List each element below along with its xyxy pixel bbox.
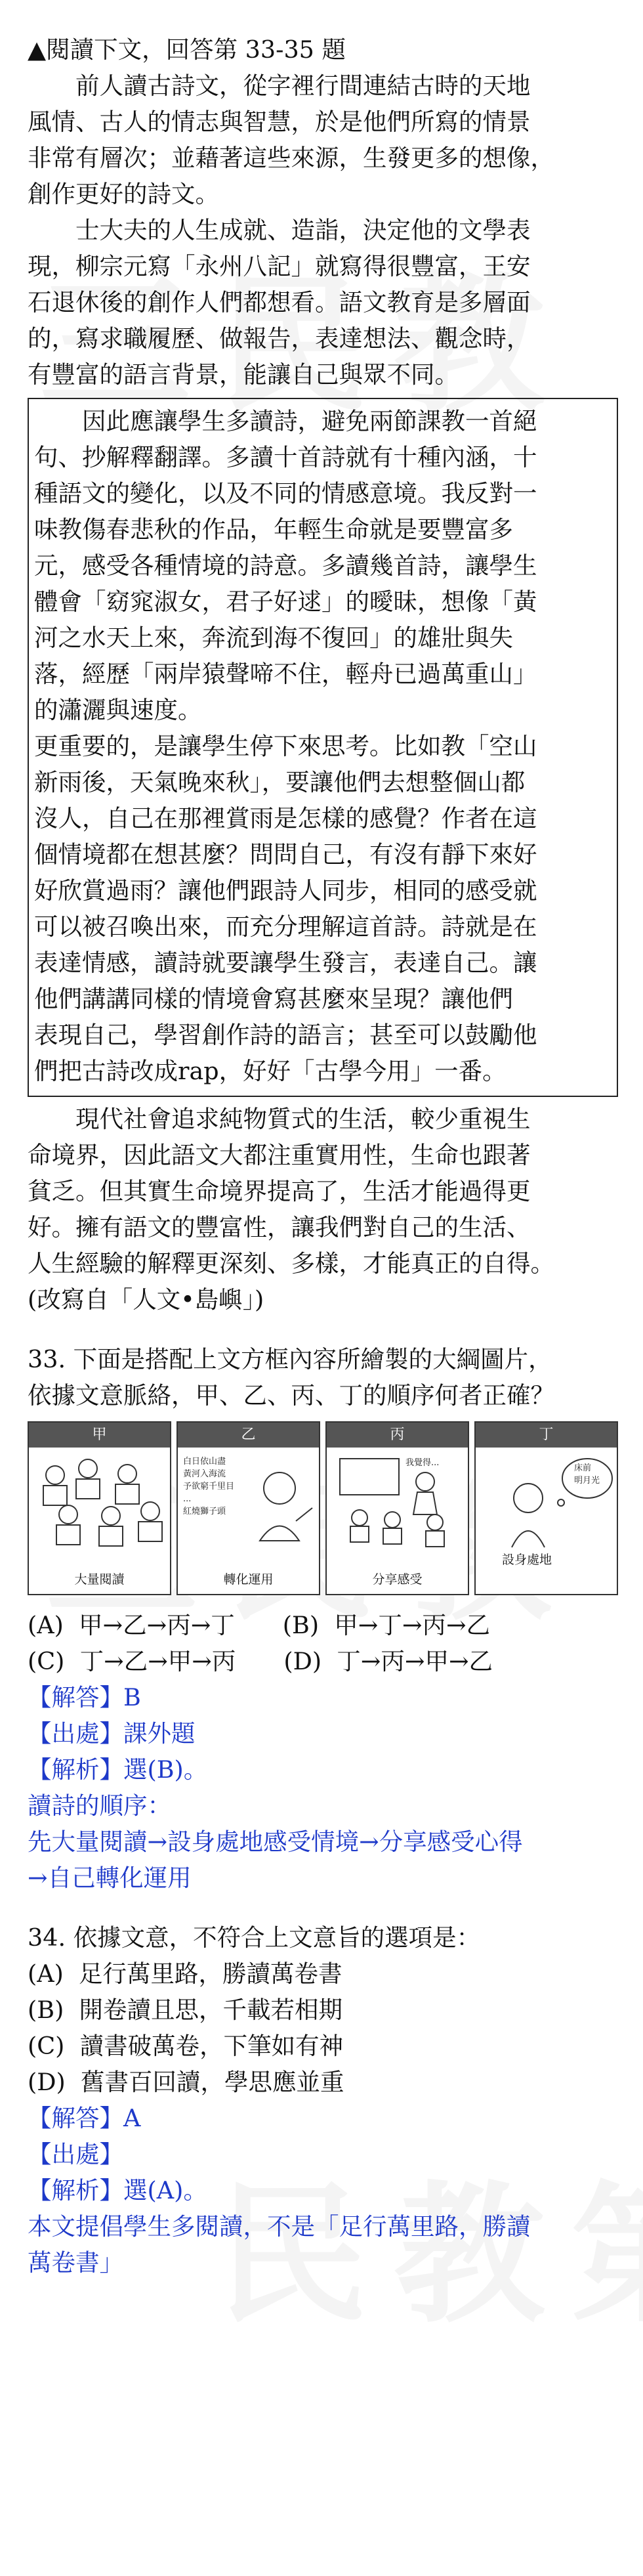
analysis-label: 【解析】選(A)。 [28,2176,207,2204]
analysis-label: 【解析】選(B)。 [28,1755,208,1784]
figure-panel-bing [325,1421,469,1595]
option-row: (C) 讀書破萬卷，下筆如有神 [28,2032,344,2060]
speech-bubble: 我覺得... [405,1458,440,1468]
panel-label: 乙 [178,1423,319,1448]
intro-paragraph-1 [28,68,618,212]
answer-label: 【解答】B [28,1683,141,1711]
explanation-line: 讀詩的順序： [28,1792,171,1820]
figure-panel-yi [176,1421,320,1595]
students-reading-illustration [29,1449,171,1567]
text-line: 句、抄解釋翻譯。多讀十首詩就有十種內涵，十 [34,443,537,471]
option-row: (D) 舊書百回讀，學思應並重 [28,2068,344,2096]
text-line: 可以被召喚出來，而充分理解這首詩。詩就是在 [34,912,537,941]
question-stem: 34. 依據文意，不符合上文意旨的選項是： [28,1923,481,1952]
text-line: 落，經歷「兩岸猿聲啼不住，輕舟已過萬重山」 [34,660,537,688]
text-line: 前人讀古詩文，從字裡行間連結古時的天地 [28,72,531,100]
speech-bubble: 白日依山盡 黃河入海流 予欲窮千里目 ... 紅燒獅子頭 [183,1457,235,1516]
figure-panel-jia [28,1421,171,1595]
text-line: 新雨後，天氣晚來秋」，要讓他們去想整個山都 [34,768,526,796]
panel-label: 丙 [327,1423,468,1448]
text-line: 表現自己，學習創作詩的語言；甚至可以鼓勵他 [34,1021,537,1049]
text-line: 沒人，自己在那裡賞雨是怎樣的感覺？作者在這 [34,804,537,832]
exam-page [28,32,618,2281]
question-34 [28,1920,618,2281]
thinking-person-illustration [476,1449,618,1567]
explanation-line: 萬卷書」 [28,2248,123,2277]
question-33 [28,1341,618,1896]
text-line: 體會「窈窕淑女，君子好逑」的曖昧，想像「黃 [34,588,537,616]
panel-caption: 轉化運用 [223,1572,274,1587]
panel-label: 丁 [476,1423,617,1448]
text-line: 好。擁有語文的豐富性，讓我們對自己的生活、 [28,1213,531,1241]
text-line: 士大夫的人生成就、造詣，決定他的文學表 [28,216,531,244]
text-line: 人生經驗的解釋更深刻、多樣，才能真正的自得。 [28,1249,554,1277]
closing-paragraph [28,1101,618,1318]
answer-options [28,1607,618,1679]
option-row: (A) 足行萬里路，勝讀萬卷書 [28,1960,342,1988]
explanation-line: 先大量閱讀→設身處地感受情境→分享感受心得 [28,1828,523,1856]
text-line: 元，感受各種情境的詩意。多讀幾首詩，讓學生 [34,551,537,580]
panel-label: 甲 [29,1423,170,1448]
text-line: 風情、古人的情志與智慧，於是他們所寫的情景 [28,108,531,136]
source-label: 【出處】課外題 [28,1719,196,1748]
teacher-illustration [178,1449,320,1567]
text-line: 貧乏。但其實生命境界提高了，生活才能過得更 [28,1177,531,1205]
explanation-line: →自己轉化運用 [28,1864,192,1892]
text-line: 有豐富的語言背景，能讓自己與眾不同。 [28,360,459,389]
text-line: 表達情感，讀詩就要讓學生發言，表達自己。讓 [34,949,537,977]
answer-label: 【解答】A [28,2104,141,2132]
text-line: 命境界，因此語文大都注重實用性，生命也跟著 [28,1141,531,1169]
text-line: 現代社會追求純物質式的生活，較少重視生 [28,1105,531,1133]
text-line: 好欣賞過雨？讓他們跟詩人同步，相同的感受就 [34,876,537,905]
text-line: 種語文的變化，以及不同的情感意境。我反對一 [34,479,537,507]
boxed-passage [28,398,618,1097]
text-line: 更重要的，是讓學生停下來思考。比如教「空山 [34,732,537,760]
question-stem: 33. 下面是搭配上文方框內容所繪製的大綱圖片， [28,1345,552,1373]
text-line: 的瀟灑與速度。 [34,696,202,724]
option-row: (A) 甲→乙→丙→丁 (B) 甲→丁→丙→乙 [28,1611,491,1639]
classroom-sharing-illustration [327,1449,469,1567]
text-line: 因此應讓學生多讀詩，避免兩節課教一首絕 [34,407,537,435]
text-line: 非常有層次；並藉著這些來源，生發更多的想像， [28,144,554,172]
text-line: 個情境都在想甚麼？問問自己，有沒有靜下來好 [34,840,537,869]
intro-paragraph-2 [28,212,618,393]
panel-caption: 分享感受 [372,1572,423,1587]
text-line: 石退休後的創作人們都想看。語文教育是多層面 [28,288,531,316]
figure-panel-ding [474,1421,618,1595]
source-citation: (改寫自「人文•島嶼」) [28,1285,264,1314]
text-line: 們把古詩改成rap，好好「古學今用」一番。 [34,1057,507,1085]
text-line: 他們講講同樣的情境會寫甚麼來呈現？讓他們 [34,985,513,1013]
text-line: 創作更好的詩文。 [28,180,219,208]
text-line: 味教傷春悲秋的作品，年輕生命就是要豐富多 [34,515,513,544]
source-label: 【出處】 [28,2140,123,2168]
thought-bubble: 床前 明月光 [574,1463,600,1486]
text-line: 現，柳宗元寫「永州八記」就寫得很豐富，王安 [28,252,531,280]
panel-caption: 設身處地 [502,1553,552,1567]
option-row: (C) 丁→乙→甲→丙 (D) 丁→丙→甲→乙 [28,1647,493,1675]
text-line: 的，寫求職履歷、做報告，表達想法、觀念時， [28,324,531,353]
option-row: (B) 開卷讀且思，千載若相期 [28,1996,343,2024]
panel-caption: 大量閱讀 [74,1572,125,1587]
outline-figure [28,1421,618,1595]
text-line: 河之水天上來，奔流到海不復回」的雄壯與失 [34,624,513,652]
question-stem: 依據文意脈絡，甲、乙、丙、丁的順序何者正確？ [28,1381,554,1409]
reading-heading: ▲閱讀下文，回答第 33-35 題 [28,35,346,64]
explanation-line: 本文提倡學生多閱讀，不是「足行萬里路，勝讀 [28,2212,531,2241]
